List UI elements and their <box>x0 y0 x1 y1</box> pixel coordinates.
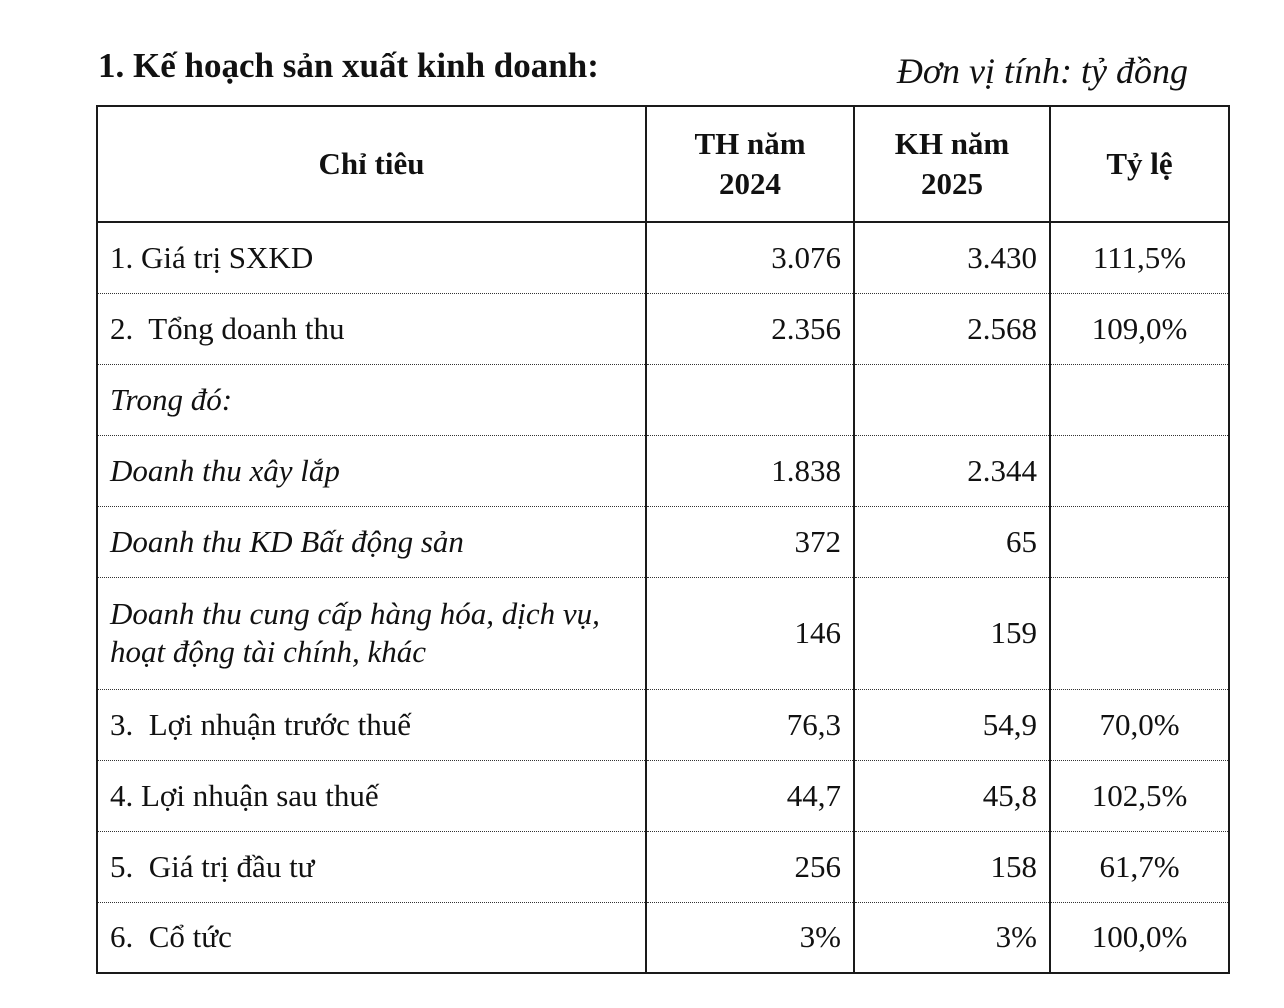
row-th2024: 3.076 <box>646 222 854 293</box>
row-kh2025: 54,9 <box>854 689 1050 760</box>
table-row <box>97 222 1229 293</box>
row-kh2025: 45,8 <box>854 760 1050 831</box>
header-ratio: Tỷ lệ <box>1050 106 1229 222</box>
row-kh2025: 3% <box>854 902 1050 973</box>
table-row <box>97 577 1229 689</box>
row-kh2025: 158 <box>854 831 1050 902</box>
row-ratio: 102,5% <box>1050 760 1229 831</box>
table-row <box>97 435 1229 506</box>
table-row <box>97 364 1229 435</box>
table-row <box>97 293 1229 364</box>
row-th2024: 146 <box>646 577 854 689</box>
row-kh2025: 2.568 <box>854 293 1050 364</box>
header-indicator: Chỉ tiêu <box>97 106 646 222</box>
row-label: 4. Lợi nhuận sau thuế <box>97 760 646 831</box>
row-th2024: 372 <box>646 506 854 577</box>
table-row <box>97 689 1229 760</box>
row-label: Doanh thu cung cấp hàng hóa, dịch vụ, hoạt động tài chính, khác <box>97 577 646 689</box>
row-label: Doanh thu KD Bất động sản <box>97 506 646 577</box>
row-th2024: 1.838 <box>646 435 854 506</box>
row-kh2025: 2.344 <box>854 435 1050 506</box>
row-th2024: 256 <box>646 831 854 902</box>
row-label: Trong đó: <box>97 364 646 435</box>
row-label: 2. Tổng doanh thu <box>97 293 646 364</box>
row-kh2025: 159 <box>854 577 1050 689</box>
table-row <box>97 831 1229 902</box>
row-ratio <box>1050 506 1229 577</box>
row-th2024: 76,3 <box>646 689 854 760</box>
unit-label: Đơn vị tính: tỷ đồng <box>896 51 1188 91</box>
row-ratio: 61,7% <box>1050 831 1229 902</box>
row-th2024 <box>646 364 854 435</box>
row-ratio <box>1050 435 1229 506</box>
row-ratio: 100,0% <box>1050 902 1229 973</box>
row-ratio: 109,0% <box>1050 293 1229 364</box>
row-label: 1. Giá trị SXKD <box>97 222 646 293</box>
row-label: Doanh thu xây lắp <box>97 435 646 506</box>
row-ratio: 70,0% <box>1050 689 1229 760</box>
row-th2024: 2.356 <box>646 293 854 364</box>
row-th2024: 44,7 <box>646 760 854 831</box>
row-kh2025: 3.430 <box>854 222 1050 293</box>
table-row <box>97 760 1229 831</box>
table-row <box>97 506 1229 577</box>
section-title: 1. Kế hoạch sản xuất kinh doanh: <box>98 46 599 85</box>
row-th2024: 3% <box>646 902 854 973</box>
header-th-2024: TH năm 2024 <box>646 106 854 222</box>
row-ratio <box>1050 364 1229 435</box>
row-ratio <box>1050 577 1229 689</box>
table-header-row <box>97 106 1229 222</box>
row-kh2025 <box>854 364 1050 435</box>
business-plan-table <box>96 105 1230 974</box>
row-ratio: 111,5% <box>1050 222 1229 293</box>
row-label: 6. Cổ tức <box>97 902 646 973</box>
table-row <box>97 902 1229 973</box>
row-kh2025: 65 <box>854 506 1050 577</box>
header-kh-2025: KH năm 2025 <box>854 106 1050 222</box>
row-label: 3. Lợi nhuận trước thuế <box>97 689 646 760</box>
row-label: 5. Giá trị đầu tư <box>97 831 646 902</box>
